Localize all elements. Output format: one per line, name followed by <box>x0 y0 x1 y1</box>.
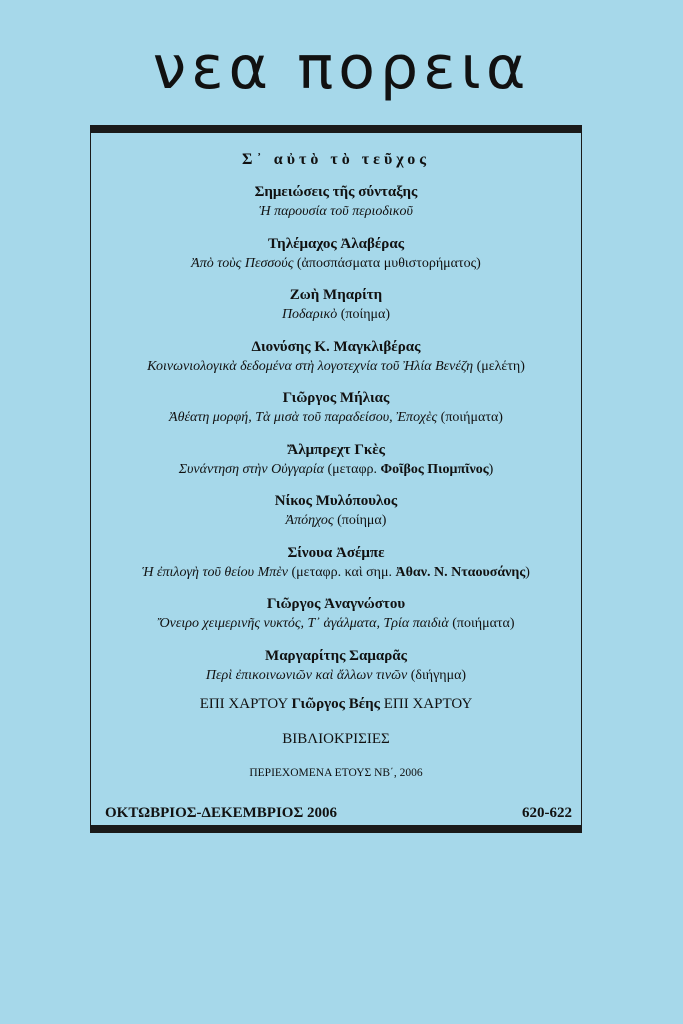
entry-author: Σημειώσεις τῆς σύνταξης <box>254 184 418 200</box>
entry-title <box>91 254 581 274</box>
entry-author: Γιῶργος Μήλιας <box>282 390 390 406</box>
issue-number: 620-622 <box>522 805 572 821</box>
entry-title-part: Ὄνειρο χειμερινῆς νυκτός, Τ᾿ ἀγάλματα, Τρία παιδιὰ <box>157 616 449 631</box>
entry-title <box>91 563 581 583</box>
entry-title <box>91 202 581 222</box>
issue-date: ΟΚΤΩΒΡΙΟΣ-ΔΕΚΕΜΒΡΙΟΣ 2006 <box>105 805 338 821</box>
entry-author: Ζωὴ Μηαρίτη <box>289 287 383 303</box>
entry-translator: Φοῖβος Πιομπῖνος <box>380 461 489 477</box>
entry-title-part: (διήγημα) <box>407 667 467 683</box>
entry-author: Γιῶργος Ἀναγνώστου <box>266 596 406 612</box>
entry-title-part: (μεταφρ. καὶ σημ. <box>288 564 396 580</box>
toc-entry-5 <box>91 388 581 440</box>
toc-entry-4 <box>91 337 581 389</box>
entry-title-part: Συνάντηση στὴν Οὐγγαρία <box>178 461 324 477</box>
toc-entry-9 <box>91 594 581 646</box>
entry-author: Τηλέμαχος Ἀλαβέρας <box>267 235 405 252</box>
epi-author: Γιῶργος Βέης <box>291 696 380 712</box>
table-of-contents-box <box>90 125 582 833</box>
entry-title-part: (ἀποσπάσματα μυθιστορήματος) <box>293 255 481 271</box>
entry-title-part: Ἡ ἐπιλογὴ τοῦ θείου Μπὲν <box>142 564 289 580</box>
annual-contents-line: ΠΕΡΙΕΧΟΜΕΝΑ ΕΤΟΥΣ ΝΒ΄, 2006 <box>249 767 423 779</box>
entry-author: Νίκος Μυλόπουλος <box>274 493 398 509</box>
entry-title-part: Περὶ ἐπικοινωνιῶν καὶ ἄλλων τινῶν <box>205 667 408 683</box>
toc-entries <box>91 182 581 697</box>
entry-title-part: Ἀπὸ τοὺς Πεσσούς <box>191 255 294 271</box>
book-reviews-heading: ΒΙΒΛΙΟΚΡΙΣΙΕΣ <box>282 731 390 747</box>
toc-heading: Σ᾿ αὐτὸ τὸ τεῦχος <box>242 151 430 168</box>
entry-author: Σίνουα Ἀσέμπε <box>287 544 385 561</box>
entry-title-part: (μεταφρ. <box>323 461 381 477</box>
entry-title-part: (ποιήματα) <box>437 410 503 425</box>
entry-title-part: (μελέτη) <box>473 358 525 374</box>
entry-title-part: (ποίημα) <box>333 513 387 528</box>
toc-entry-6 <box>91 440 581 492</box>
entry-title <box>91 357 581 377</box>
entry-title <box>91 460 581 480</box>
toc-entry-7 <box>91 491 581 543</box>
entry-title-part: Κοινωνιολογικὰ δεδομένα στὴ λογοτεχνία τοῦ Ἠλία Βενέζη <box>147 358 474 374</box>
entry-author: Μαργαρίτης Σαμαρᾶς <box>265 647 407 664</box>
entry-title <box>91 666 581 686</box>
epi-xartou-line <box>91 696 581 713</box>
entry-title-part: ) <box>525 564 530 580</box>
entry-title-part: (ποιήματα) <box>448 616 515 631</box>
entry-title-part: Ποδαρικὸ <box>281 307 338 322</box>
entry-title-part: Ἡ παρουσία τοῦ περιοδικοῦ <box>259 204 413 219</box>
entry-title-part: Ἀθέατη μορφή, Τὰ μισὰ τοῦ παραδείσου, Ἐποχὲς <box>169 410 438 425</box>
toc-entry-3 <box>91 285 581 337</box>
toc-entry-1 <box>91 182 581 234</box>
journal-title: νεα πορεια <box>152 33 531 103</box>
entry-translator: Ἀθαν. Ν. Νταουσάνης <box>395 564 526 580</box>
toc-entry-10 <box>91 646 581 698</box>
epi-prefix: ΕΠΙ ΧΑΡΤΟΥ <box>199 696 292 712</box>
entry-title <box>91 408 581 428</box>
entry-title <box>91 305 581 325</box>
entry-title <box>91 511 581 531</box>
entry-title-part: Ἀπόηχος <box>285 513 334 528</box>
entry-title-part: (ποίημα) <box>337 307 391 322</box>
toc-entry-2 <box>91 234 581 286</box>
epi-suffix: ΕΠΙ ΧΑΡΤΟΥ <box>379 696 473 712</box>
entry-title <box>91 614 581 634</box>
entry-author: Ἄλμπρεχτ Γκὲς <box>287 441 385 458</box>
toc-entry-8 <box>91 543 581 595</box>
entry-author: Διονύσης Κ. Μαγκλιβέρας <box>251 338 421 355</box>
entry-title-part: ) <box>488 461 494 477</box>
